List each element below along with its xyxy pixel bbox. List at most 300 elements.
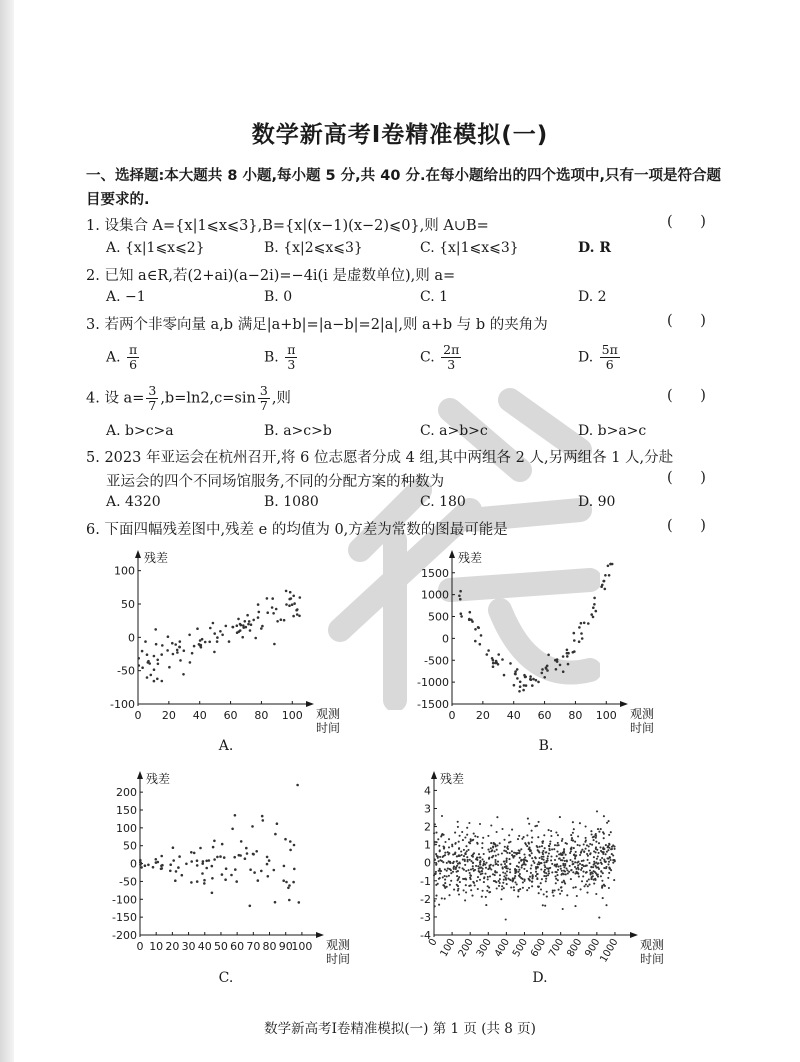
data-point	[496, 871, 498, 873]
data-point	[611, 848, 613, 850]
data-point	[433, 832, 435, 834]
x-tick-label: 600	[529, 937, 549, 960]
data-point	[513, 886, 515, 888]
data-point	[479, 861, 481, 863]
data-point	[606, 851, 608, 853]
q1-option-c: C. {x|1⩽x⩽3}	[420, 240, 519, 256]
data-point	[579, 844, 581, 846]
x-tick-label: 100	[281, 709, 303, 722]
data-point	[568, 871, 570, 873]
x-axis-arrow	[316, 932, 324, 938]
q1-option-d: D. R	[578, 240, 612, 256]
data-point	[569, 852, 571, 854]
data-point	[544, 866, 546, 868]
data-point	[156, 659, 159, 662]
data-point	[233, 856, 236, 859]
data-point	[470, 860, 472, 862]
data-point	[244, 857, 247, 860]
data-point	[583, 843, 585, 845]
data-point	[607, 849, 609, 851]
data-point	[512, 880, 514, 882]
data-point	[509, 871, 511, 873]
data-point	[503, 861, 505, 863]
data-point	[539, 846, 541, 848]
data-point	[513, 684, 516, 687]
data-point	[573, 828, 575, 830]
data-point	[583, 885, 585, 887]
data-point	[441, 815, 443, 817]
x-tick-label: 100	[291, 940, 313, 953]
data-point	[299, 596, 302, 599]
data-point	[604, 574, 607, 577]
data-point	[482, 890, 484, 892]
data-point	[456, 875, 458, 877]
data-point	[539, 857, 541, 859]
data-point	[530, 867, 532, 869]
data-point	[578, 640, 581, 643]
data-point	[605, 867, 607, 869]
data-point	[586, 892, 588, 894]
data-point	[204, 641, 207, 644]
data-point	[537, 681, 540, 684]
y-tick-label: 100	[116, 821, 137, 835]
data-point	[585, 883, 587, 885]
data-point	[147, 660, 150, 663]
data-point	[213, 858, 216, 861]
data-point	[607, 863, 609, 865]
data-point	[588, 878, 590, 880]
data-point	[592, 616, 595, 619]
data-point	[292, 595, 295, 598]
q4-fraction-c: $\frac{3}{7}$	[259, 383, 268, 413]
data-point	[494, 844, 496, 846]
q1-option-b: B. {x|2⩽x⩽3}	[264, 240, 363, 256]
data-point	[189, 661, 192, 664]
data-point	[540, 868, 542, 870]
data-point	[283, 619, 286, 622]
data-point	[509, 863, 511, 865]
data-point	[546, 665, 549, 668]
data-point	[444, 868, 446, 870]
data-point	[288, 604, 291, 607]
data-point	[522, 689, 525, 692]
data-point	[272, 612, 275, 615]
q3-option-a-letter: A.	[106, 349, 121, 366]
data-point	[566, 843, 568, 845]
data-point	[581, 880, 583, 882]
data-point	[554, 844, 556, 846]
data-point	[584, 841, 586, 843]
data-point	[478, 856, 480, 858]
data-point	[503, 879, 505, 881]
data-point	[482, 837, 484, 839]
data-point	[612, 854, 614, 856]
data-point	[543, 893, 545, 895]
x-tick-label: 90	[278, 940, 293, 953]
data-point	[234, 868, 237, 871]
data-point	[516, 865, 518, 867]
data-point	[577, 835, 579, 837]
data-point	[492, 662, 495, 665]
data-point	[435, 871, 437, 873]
data-point	[524, 842, 526, 844]
data-point	[481, 847, 483, 849]
data-point	[224, 878, 227, 881]
data-point	[537, 863, 539, 865]
data-point	[563, 866, 565, 868]
data-point	[491, 856, 493, 858]
data-point	[468, 822, 470, 824]
data-point	[141, 666, 144, 669]
data-point	[561, 840, 563, 842]
data-point	[273, 869, 276, 872]
data-point	[246, 614, 249, 617]
data-point	[606, 822, 608, 824]
data-point	[225, 625, 228, 628]
data-point	[457, 826, 459, 828]
data-point	[435, 873, 437, 875]
data-point	[267, 875, 270, 878]
data-point	[193, 645, 196, 648]
data-point	[480, 634, 483, 637]
data-point	[490, 864, 492, 866]
data-point	[446, 870, 448, 872]
data-point	[607, 846, 609, 848]
data-point	[172, 859, 175, 862]
data-point	[523, 836, 525, 838]
data-point	[573, 632, 576, 635]
data-point	[586, 871, 588, 873]
data-point	[608, 872, 610, 874]
data-point	[153, 680, 156, 683]
q2-option-b: B. 0	[264, 289, 293, 305]
data-point	[470, 840, 472, 842]
data-point	[505, 860, 507, 862]
data-point	[523, 880, 525, 882]
data-point	[575, 854, 577, 856]
data-point	[485, 862, 487, 864]
data-point	[560, 865, 562, 867]
data-point	[531, 837, 533, 839]
data-point	[509, 852, 511, 854]
data-point	[459, 590, 462, 593]
data-point	[601, 886, 603, 888]
data-point	[457, 885, 459, 887]
data-point	[526, 860, 528, 862]
data-point	[479, 879, 481, 881]
data-point	[575, 886, 577, 888]
data-point	[479, 643, 482, 646]
data-point	[472, 865, 474, 867]
data-point	[178, 646, 181, 649]
y-tick-label: 0	[130, 857, 137, 871]
data-point	[516, 668, 519, 671]
data-point	[146, 676, 149, 679]
y-tick-label: 2	[424, 820, 431, 834]
x-tick-label: 800	[565, 937, 585, 960]
data-point	[296, 613, 299, 616]
data-point	[542, 842, 544, 844]
data-point	[271, 597, 274, 600]
data-point	[597, 855, 599, 857]
data-point	[562, 854, 564, 856]
data-point	[465, 870, 467, 872]
q3-option-c	[420, 343, 463, 372]
data-point	[199, 847, 202, 850]
data-point	[543, 676, 546, 679]
data-point	[571, 839, 573, 841]
q5-option-d: D. 90	[578, 494, 616, 510]
data-point	[600, 875, 602, 877]
data-point	[176, 649, 179, 652]
data-point	[511, 829, 513, 831]
data-point	[482, 858, 484, 860]
data-point	[514, 673, 517, 676]
data-point	[541, 878, 543, 880]
data-point	[473, 833, 475, 835]
data-point	[556, 874, 558, 876]
q2-option-d: D. 2	[578, 289, 607, 305]
residual-chart-b	[404, 540, 704, 740]
data-point	[450, 880, 452, 882]
data-point	[161, 644, 164, 647]
y-tick-label: -3	[420, 910, 431, 924]
data-point	[531, 684, 534, 687]
data-point	[591, 844, 593, 846]
data-point	[537, 866, 539, 868]
data-point	[571, 861, 573, 863]
data-point	[548, 872, 550, 874]
data-point	[585, 865, 587, 867]
data-point	[490, 824, 492, 826]
data-point	[285, 590, 288, 593]
data-point	[251, 825, 254, 828]
data-point	[557, 879, 559, 881]
data-point	[504, 872, 506, 874]
chart-c-label: C.	[218, 970, 234, 986]
data-point	[434, 841, 436, 843]
data-point	[494, 861, 496, 863]
data-point	[463, 889, 465, 891]
data-point	[592, 836, 594, 838]
section-heading: 一、选择题:本大题共 8 小题,每小题 5 分,共 40 分.在每小题给出的四个选项中,只有一项是符合题目要求的.	[86, 168, 721, 208]
data-point	[526, 870, 528, 872]
y-axis-arrow	[431, 771, 437, 779]
data-point	[528, 879, 530, 881]
data-point	[438, 878, 440, 880]
data-point	[523, 853, 525, 855]
data-point	[602, 853, 604, 855]
data-point	[249, 868, 252, 871]
data-point	[271, 606, 274, 609]
question-5-stem-line2: 亚运会的四个不同场馆服务,不同的分配方案的种数为	[106, 474, 445, 490]
data-point	[523, 863, 525, 865]
x-tick-label: 60	[223, 709, 238, 722]
data-point	[486, 653, 489, 656]
data-point	[291, 603, 294, 606]
data-point	[261, 625, 264, 628]
data-point	[495, 855, 497, 857]
data-point	[480, 866, 482, 868]
scatter-points	[433, 810, 616, 920]
data-point	[565, 873, 567, 875]
data-point	[518, 690, 521, 693]
data-point	[528, 842, 530, 844]
q4-option-b: B. a>c>b	[264, 423, 332, 439]
data-point	[298, 901, 301, 904]
data-point	[137, 657, 140, 660]
y-axis-arrow	[137, 771, 143, 779]
data-point	[198, 643, 201, 646]
data-point	[439, 859, 441, 861]
data-point	[471, 839, 473, 841]
q3-option-a	[106, 343, 141, 372]
data-point	[240, 840, 243, 843]
q5-option-a: A. 4320	[106, 494, 161, 510]
data-point	[556, 844, 558, 846]
data-point	[579, 822, 581, 824]
data-point	[509, 662, 512, 665]
data-point	[563, 880, 565, 882]
data-point	[497, 864, 499, 866]
data-point	[508, 834, 510, 836]
data-point	[487, 868, 489, 870]
data-point	[487, 878, 489, 880]
data-point	[513, 889, 515, 891]
y-tick-label: 0	[424, 856, 431, 870]
data-point	[524, 856, 526, 858]
data-point	[574, 841, 576, 843]
data-point	[458, 848, 460, 850]
data-point	[511, 850, 513, 852]
scatter-points	[137, 590, 301, 683]
data-point	[520, 860, 522, 862]
data-point	[571, 869, 573, 871]
data-point	[141, 650, 144, 653]
q2-option-c: C. 1	[420, 289, 449, 305]
data-point	[488, 857, 490, 859]
data-point	[501, 852, 503, 854]
data-point	[491, 657, 494, 660]
x-axis-label-line2: 时间	[326, 952, 351, 966]
data-point	[439, 856, 441, 858]
data-point	[140, 862, 143, 865]
data-point	[559, 664, 562, 667]
data-point	[557, 834, 559, 836]
data-point	[501, 658, 504, 661]
data-point	[481, 842, 483, 844]
data-point	[583, 622, 586, 625]
q3-option-d-letter: D.	[578, 349, 594, 366]
data-point	[538, 892, 540, 894]
data-point	[580, 888, 582, 890]
data-point	[578, 626, 581, 629]
data-point	[434, 823, 436, 825]
y-tick-label: -50	[117, 664, 135, 678]
data-point	[216, 636, 219, 639]
data-point	[190, 881, 193, 884]
data-point	[252, 619, 255, 622]
data-point	[450, 872, 452, 874]
data-point	[478, 868, 480, 870]
data-point	[246, 852, 249, 855]
data-point	[465, 878, 467, 880]
data-point	[492, 665, 495, 668]
data-point	[546, 860, 548, 862]
data-point	[565, 854, 567, 856]
y-axis-label: 残差	[144, 551, 169, 565]
data-point	[587, 622, 590, 625]
data-point	[467, 860, 469, 862]
data-point	[518, 835, 520, 837]
x-axis-arrow	[306, 701, 314, 707]
data-point	[241, 636, 244, 639]
y-tick-label: -1	[420, 874, 431, 888]
data-point	[155, 858, 158, 861]
data-point	[537, 836, 539, 838]
data-point	[219, 630, 222, 633]
data-point	[535, 868, 537, 870]
data-point	[196, 859, 199, 862]
data-point	[499, 842, 501, 844]
x-tick-label: 20	[475, 709, 490, 722]
data-point	[586, 880, 588, 882]
data-point	[580, 622, 583, 625]
data-point	[522, 887, 524, 889]
data-point	[558, 889, 560, 891]
data-point	[531, 841, 533, 843]
data-point	[559, 893, 561, 895]
data-point	[608, 861, 610, 863]
data-point	[565, 867, 567, 869]
data-point	[602, 848, 604, 850]
data-point	[458, 841, 460, 843]
data-point	[547, 654, 550, 657]
y-tick-label: -100	[110, 698, 135, 711]
data-point	[566, 869, 568, 871]
data-point	[548, 845, 550, 847]
x-tick-label: 20	[161, 709, 176, 722]
data-point	[476, 880, 478, 882]
x-axis-arrow	[620, 701, 628, 707]
data-point	[613, 879, 615, 881]
data-point	[570, 847, 572, 849]
data-point	[593, 879, 595, 881]
data-point	[138, 664, 141, 667]
data-point	[504, 846, 506, 848]
data-point	[211, 877, 214, 880]
data-point	[490, 868, 492, 870]
question-4-stem: 4. 设 a= $\frac{3}{7}$ ,b=ln2,c=sin $\frac{3}{7}$ ,则	[86, 383, 291, 413]
data-point	[282, 879, 285, 882]
data-point	[573, 639, 576, 642]
data-point	[523, 861, 525, 863]
data-point	[595, 610, 598, 613]
data-point	[469, 877, 471, 879]
data-point	[498, 885, 500, 887]
x-axis-arrow	[630, 932, 638, 938]
data-point	[205, 860, 208, 863]
data-point	[231, 828, 234, 831]
data-point	[572, 863, 574, 865]
data-point	[541, 845, 543, 847]
data-point	[593, 597, 596, 600]
data-point	[293, 844, 296, 847]
data-point	[447, 851, 449, 853]
data-point	[160, 855, 163, 858]
data-point	[157, 663, 160, 666]
data-point	[258, 611, 261, 614]
